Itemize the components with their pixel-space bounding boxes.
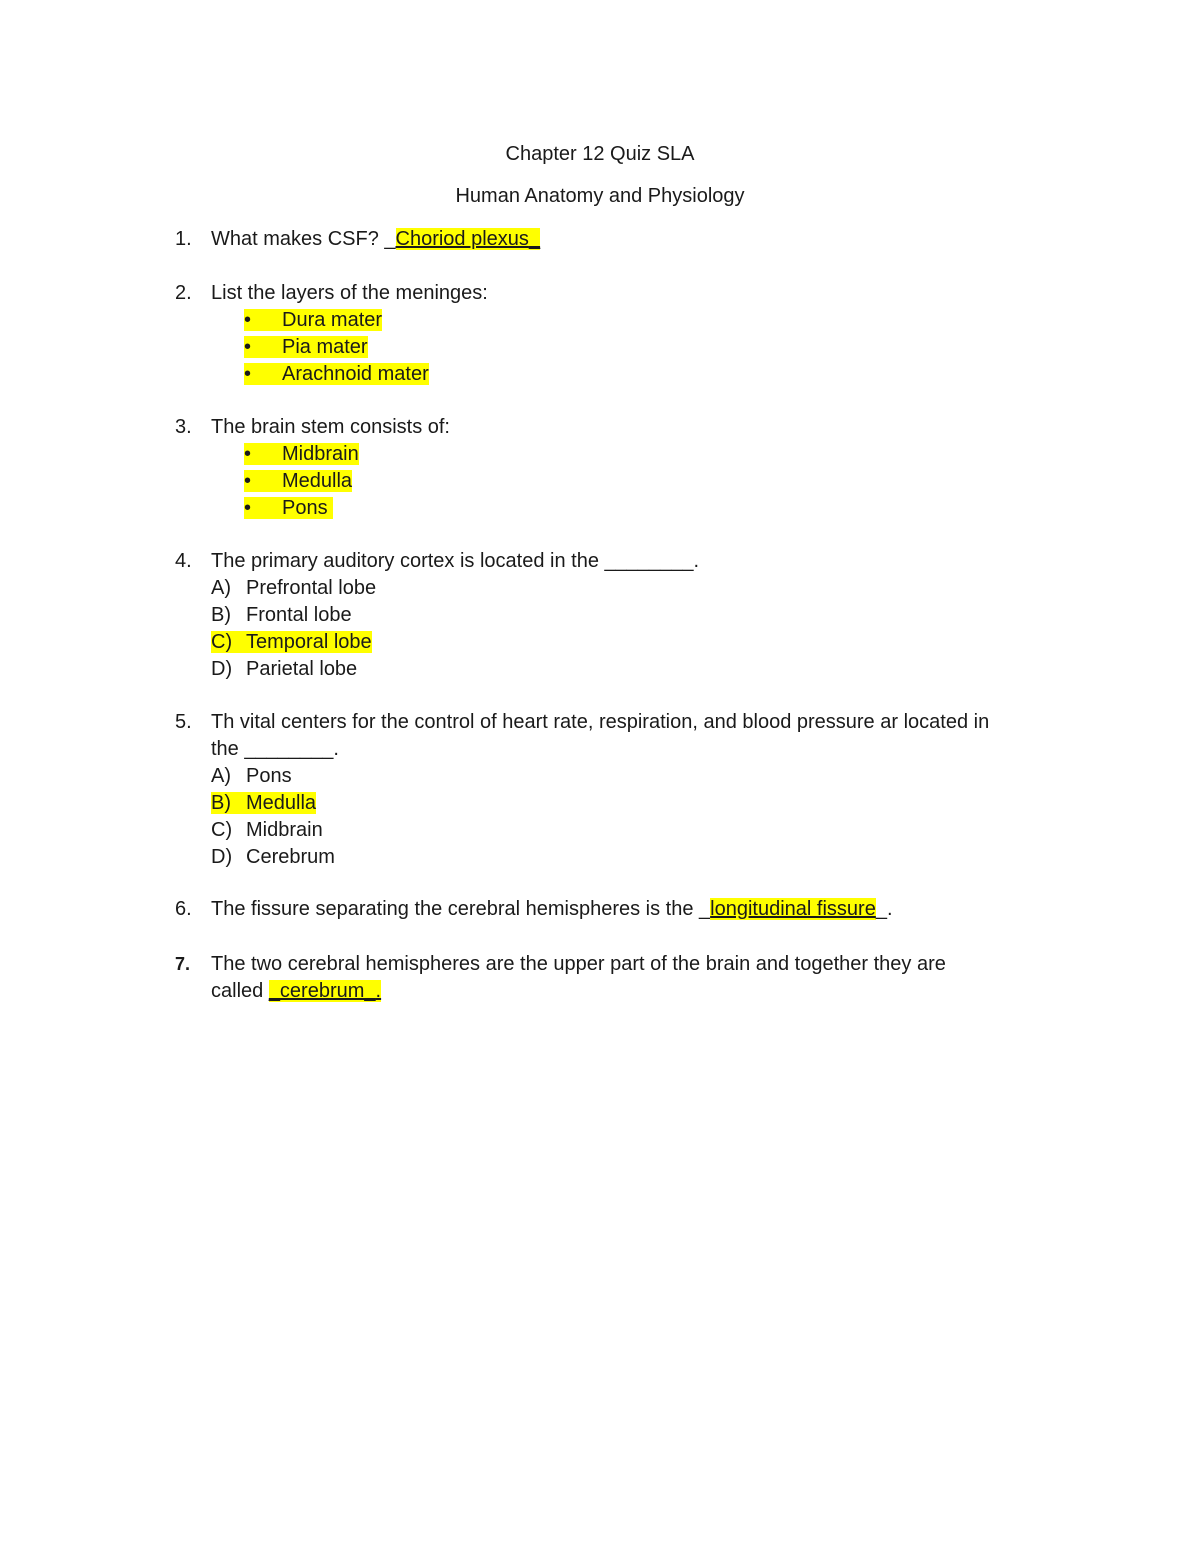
page-subtitle: Human Anatomy and Physiology [455,185,745,207]
page-title: Chapter 12 Quiz SLA [505,143,695,165]
blank-line: _ [384,228,396,250]
blank-line: _ [699,898,711,920]
question-5-line-1: Th vital centers for the control of heart rate, respiration, and blood pressure ar located in [211,711,990,733]
option-c-correct [211,629,372,655]
option-b [211,602,352,628]
answer-text: Midbrain [282,443,359,465]
question-number: 7. [175,954,191,974]
list-item [244,361,429,387]
answer-highlight [396,228,541,250]
question-number: 2. [175,282,192,304]
answer-text: Arachnoid mater [282,363,429,385]
answer-text: longitudinal fissure [710,898,876,920]
option-letter: D) [211,846,233,868]
list-item [244,334,368,360]
option-letter: B) [211,604,231,626]
bullet-icon: • [244,336,252,358]
option-text: Pons [246,765,292,787]
answer-text: Pons [282,497,334,519]
question-2: List the layers of the meninges: [211,282,488,304]
bullet-icon: • [244,497,252,519]
bullet-icon: • [244,470,252,492]
option-text: Frontal lobe [246,604,352,626]
question-1 [211,226,540,252]
question-text: What makes CSF? [211,228,385,250]
answer-text: Medulla [282,470,353,492]
question-7-line-1: The two cerebral hemispheres are the upper part of the brain and together they are [211,953,946,975]
option-text: Temporal lobe [246,631,372,653]
option-d [211,656,357,682]
option-text: Prefrontal lobe [246,577,377,599]
question-number: 6. [175,898,192,920]
list-item [244,495,333,521]
option-a [211,575,376,601]
question-4: The primary auditory cortex is located in the ________. [211,550,700,572]
answer-highlight [710,898,876,920]
list-item [244,441,359,467]
blank-line: _ [528,228,541,250]
period: . [886,898,893,920]
option-letter: C) [211,819,233,841]
answer-text: Dura mater [282,309,383,331]
option-b-correct [211,790,316,816]
option-letter: B) [211,792,231,814]
question-7-line-2 [211,978,381,1004]
option-letter: A) [211,577,231,599]
list-item [244,307,382,333]
option-letter: C) [211,631,233,653]
question-number: 4. [175,550,192,572]
question-number: 1. [175,228,192,250]
answer-text: Choriod plexus [395,228,529,250]
option-text: Midbrain [246,819,323,841]
bullet-icon: • [244,363,252,385]
option-letter: A) [211,765,231,787]
question-6 [211,896,893,922]
bullet-icon: • [244,443,252,465]
option-a [211,763,292,789]
answer-text: Pia mater [282,336,368,358]
option-text: Medulla [246,792,317,814]
option-letter: D) [211,658,233,680]
option-d [211,844,335,870]
answer-text: _cerebrum_ [268,980,376,1002]
question-5-line-2: the ________. [211,738,339,760]
blank-line: _ [875,898,887,920]
bullet-icon: • [244,309,252,331]
option-text: Parietal lobe [246,658,358,680]
option-text: Cerebrum [246,846,335,868]
question-3: The brain stem consists of: [211,416,450,438]
question-number: 5. [175,711,192,733]
period: . [375,980,382,1002]
option-c [211,817,323,843]
question-number: 3. [175,416,192,438]
answer-highlight [269,980,381,1002]
list-item [244,468,352,494]
question-text: called [211,980,269,1002]
question-text: The fissure separating the cerebral hemispheres is the [211,898,700,920]
